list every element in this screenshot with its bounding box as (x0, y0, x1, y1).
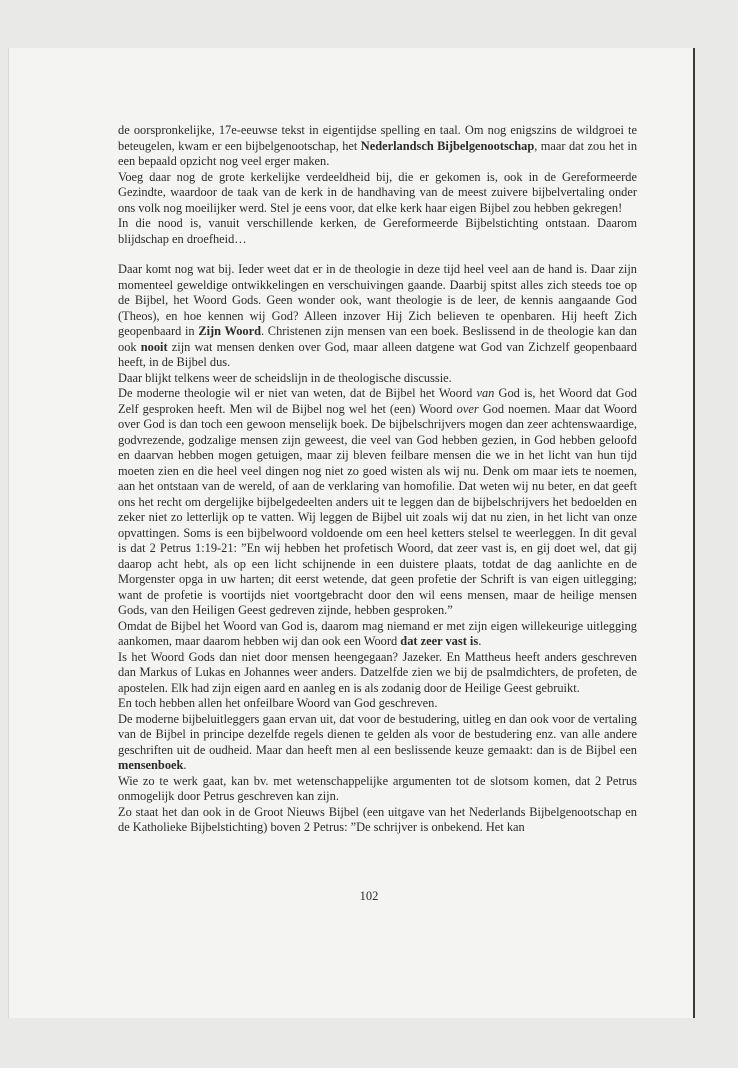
text-run: Voeg daar nog de grote kerkelijke verdeeldheid bij, die er gekomen is, ook in de Gereformeerde Gezindte, waardoor de taak van de kerk in de handhaving van de meest zuivere bijbelvertaling onder ons volk nog moeilijker werd. Stel je eens voor, dat elke kerk haar eigen Bijbel zou hebben gekregen! (118, 169, 637, 215)
text-run: God is, het Woord dat God Zelf gesproken heeft. Men wil de Bijbel nog wel het (een) Woord (118, 386, 637, 416)
text-run: . Christenen zijn mensen van een boek. Beslissend in de theologie kan dan ook (118, 324, 637, 354)
italic-text: over (456, 401, 479, 416)
text-run: Zo staat het dan ook in de Groot Nieuws Bijbel (een uitgave van het Nederlands Bijbelgenootschap en de Katholieke Bijbelstichting) boven 2 Petrus: ”De schrijver is onbekend. Het kan (118, 804, 637, 834)
bold-text: Zijn Woord (198, 324, 262, 338)
text-run: De moderne bijbeluitleggers gaan ervan uit, dat voor de bestudering, uitleg en dan ook voor de vertaling van de Bijbel in principe dezelfde regels dienen te gelden als voor de bestudering enz. van alle andere geschriften uit de oudheid. Maar dan heeft men al een beslissende keuze gemaakt: dan is de Bijbel een (118, 711, 637, 757)
text-run: zijn wat mensen denken over God, maar alleen datgene wat God van Zichzelf geopenbaard heeft, in de Bijbel dus. (118, 339, 637, 369)
paragraph (118, 696, 637, 712)
paragraph (118, 650, 637, 697)
text-run: Daar komt nog wat bij. Ieder weet dat er in de theologie in deze tijd heel veel aan de hand is. Daar zijn momenteel geweldige ontwikkelingen en verschuivingen gaande. Daarbij spitst alles zich steeds toe op de Bijbel, het Woord Gods. Geen wonder ook, want theologie is de leer, de kennis aangaande God (Theos), en hoe kennen wij God? Alleen inzover Hij Zich believen te openbaren. Hij heeft Zich geopenbaard in (118, 262, 637, 338)
italic-text: van (476, 386, 495, 400)
paragraph (118, 170, 637, 217)
page-number: 102 (359, 889, 379, 903)
text-run: In die nood is, vanuit verschillende kerken, de Gereformeerde Bijbelstichting ontstaan. Daarom blijdschap en droefheid… (118, 216, 637, 246)
page-edge-line (693, 48, 695, 1018)
body-text (118, 123, 637, 836)
text-run: Wie zo te werk gaat, kan bv. met wetenschappelijke argumenten tot de slotsom komen, dat 2 Petrus onmogelijk door Petrus geschreven kan zijn. (118, 773, 637, 803)
text-run: De moderne theologie wil er niet van weten, dat de Bijbel het Woord (118, 386, 477, 400)
paragraph (118, 619, 637, 650)
text-run: Is het Woord Gods dan niet door mensen heengegaan? Jazeker. En Mattheus heeft anders geschreven dan Markus of Lukas en Johannes weer anders. Datzelfde zien we bij de psalmdichters, de profeten, de apostelen. Elk had zijn eigen aard en aanleg en is als zodanig door de Heilige Geest gebruikt. (118, 649, 637, 695)
text-run: God noemen. Maar dat Woord over God is dan toch een gewoon menselijk boek. De bijbelschrijvers mogen dan zeer achtenswaardige, godvrezende, godzalige mensen zijn geweest, die veel van God hebben gezien, in God hebben geloofd en daarvan hebben mogen getuigen, maar zij bleven feilbare mensen die we in het licht van hun tijd moeten zien en die heel veel dingen nog niet zo goed wisten als wij nu. Denk om maar iets te noemen, aan het ontstaan van de wereld, of aan de verklaring van homofilie. Dat weten wij nu beter, en dat geeft ons het recht om dergelijke bijbelgedeelten anders uit te leggen dan de bijbelschrijvers het bedoelden en zeker niet zo letterlijk op te vatten. Wij leggen de Bijbel uit zoals wij dat nu zien, in het licht van onze opvattingen. Soms is een bijbelwoord voldoende om een heel ketters stelsel te weerleggen. In dit geval is dat 2 Petrus 1:19-21: ”En wij hebben het profetisch Woord, dat zeer vast is, en gij doet wel, dat gij daarop acht hebt, als op een licht schijnende in een duistere plaats, totdat de dag aanlichte en de Morgenster opga in uw harten; dit eerst wetende, dat geen profetie der Schrift is van eigen uitlegging; want de profetie is voortijds niet voortgebracht door den wil eens mensen, maar de heilige mensen Gods, van den Heiligen Geest gedreven zijnde, hebben gesproken.” (118, 401, 638, 617)
bold-text: nooit (140, 339, 168, 354)
paragraph (118, 805, 637, 836)
paragraph (118, 262, 637, 371)
text-run: . (183, 758, 187, 772)
paragraph-gap (118, 247, 637, 262)
bold-text: mensenboek (118, 758, 184, 772)
paragraph (118, 774, 637, 805)
paragraph (118, 216, 637, 247)
text-run: de oorspronkelijke, 17e-eeuwse tekst in eigentijdse spelling en taal. Om nog enigszins de wildgroei te beteugelen, kwam er een bijbelgenootschap, het (118, 123, 637, 153)
paragraph (118, 386, 637, 619)
bold-text: Nederlandsch Bijbelgenootschap (360, 138, 535, 153)
text-run: Daar blijkt telkens weer de scheidslijn in de theologische discussie. (118, 370, 452, 385)
bold-text: dat zeer vast is (400, 634, 479, 648)
paragraph (118, 123, 637, 170)
text-run: , maar dat zou het in een bepaald opzicht nog veel erger maken. (118, 138, 638, 168)
text-run: Omdat de Bijbel het Woord van God is, daarom mag niemand er met zijn eigen willekeurige uitlegging aankomen, maar daarom hebben wij dan ook een Woord (118, 618, 637, 648)
paragraph (118, 712, 637, 774)
text-run: . (478, 634, 482, 648)
text-run: En toch hebben allen het onfeilbare Woord van God geschreven. (118, 696, 438, 710)
paragraph (118, 371, 637, 387)
